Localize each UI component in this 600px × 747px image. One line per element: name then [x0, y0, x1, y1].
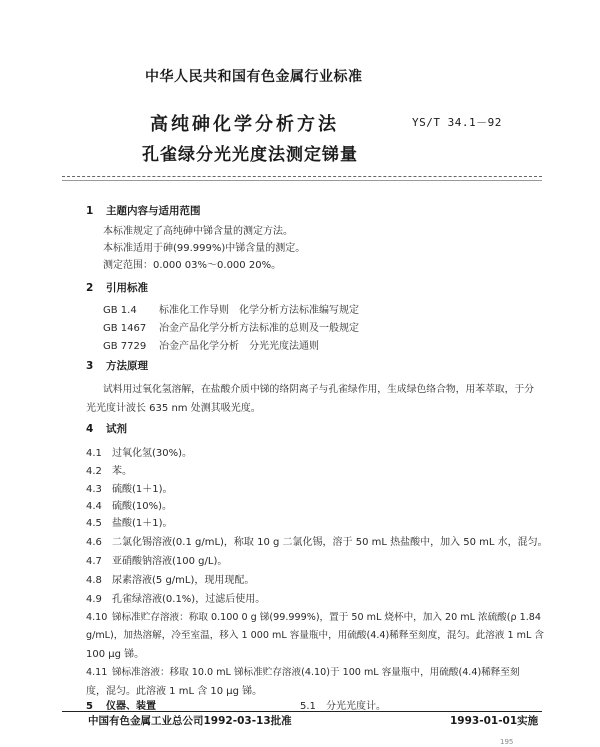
issuing-agency: 中华人民共和国有色金属行业标准 — [145, 69, 363, 85]
item-text: 孔雀绿溶液(0.1%)，过滤后使用。 — [112, 594, 266, 605]
section-number: 5 — [86, 701, 93, 712]
item-number: 4.2 — [86, 466, 102, 477]
item-number: 4.9 — [86, 594, 102, 605]
item-text: 硫酸(10%)。 — [112, 501, 173, 512]
section-heading — [86, 697, 156, 712]
reagent-item-continuation: 度，混匀。此溶液 1 mL 含 10 μg 锑。 — [86, 686, 263, 697]
reference-item — [103, 337, 319, 352]
section-number: 2 — [86, 282, 94, 294]
item-text: 亚硝酸钠溶液(100 g/L)。 — [112, 556, 228, 567]
item-number: 4.3 — [86, 484, 102, 495]
section-title: 主题内容与适用范围 — [106, 205, 201, 217]
paragraph-line: 本标准适用于砷(99.999%)中锑含量的测定。 — [103, 243, 306, 254]
item-text: 过氧化氢(30%)。 — [112, 448, 193, 459]
reagent-item — [86, 609, 541, 623]
item-text: 分光光度计。 — [326, 701, 386, 712]
item-number: 4.8 — [86, 575, 102, 586]
implementation-date: 1993-01-01实施 — [450, 715, 539, 727]
footer-divider — [62, 711, 542, 712]
item-number: 4.10 — [86, 612, 108, 623]
item-number: 4.4 — [86, 501, 102, 512]
reference-item — [103, 301, 359, 316]
reagent-item — [86, 552, 227, 567]
paragraph-line: 测定范围：0.000 03%～0.000 20%。 — [103, 260, 282, 271]
section-title: 仪器、装置 — [106, 701, 156, 712]
item-number: 4.1 — [86, 448, 102, 459]
section-title: 方法原理 — [106, 360, 148, 372]
standard-code: YS/T 34.1－92 — [412, 116, 502, 129]
paragraph-line: 试料用过氧化氢溶解，在盐酸介质中锑的络阴离子与孔雀绿作用，生成绿色络合物，用苯萃取，于分 — [103, 384, 535, 395]
reagent-item-continuation: g/mL)，加热溶解，冷至室温，移入 1 000 mL 容量瓶中，用硫酸(4.4)稀释至刻度，混匀。此溶液 1 mL 含 — [86, 630, 544, 641]
instrument-item — [300, 697, 386, 712]
reagent-item — [86, 444, 192, 459]
section-number: 3 — [86, 360, 94, 372]
item-number: 4.5 — [86, 518, 102, 529]
reference-title: 标准化工作导则 化学分析方法标准编写规定 — [159, 305, 359, 316]
reference-code: GB 1.4 — [103, 305, 137, 316]
reference-title: 冶金产品化学分析 分光光度法通则 — [159, 341, 319, 352]
item-text: 锑标准溶液：移取 10.0 mL 锑标准贮存溶液(4.10)于 100 mL 容量瓶中，用硫酸(4.4)稀释至刻 — [112, 667, 520, 678]
section-number: 4 — [86, 423, 94, 435]
section-heading — [86, 203, 201, 218]
section-title: 试剂 — [106, 423, 127, 435]
reference-code: GB 1467 — [103, 323, 147, 334]
reagent-item — [86, 480, 173, 495]
reference-title: 冶金产品化学分析方法标准的总则及一般规定 — [159, 323, 359, 334]
item-number: 5.1 — [300, 701, 316, 712]
item-text: 尿素溶液(5 g/mL)，现用现配。 — [112, 575, 255, 586]
reagent-item-continuation: 100 μg 锑。 — [86, 649, 145, 660]
document-subtitle: 孔雀绿分光光度法测定锑量 — [142, 145, 358, 165]
item-number: 4.6 — [86, 537, 102, 548]
reagent-item — [86, 514, 173, 529]
section-number: 1 — [86, 205, 94, 217]
section-heading — [86, 421, 127, 436]
item-number: 4.7 — [86, 556, 102, 567]
document-title: 高纯砷化学分析方法 — [150, 114, 339, 135]
section-heading — [86, 280, 148, 295]
item-text: 锑标准贮存溶液：称取 0.100 0 g 锑(99.999%)，置于 50 mL 烧杯中，加入 20 mL 浓硫酸(ρ 1.84 — [112, 612, 542, 623]
reference-code: GB 7729 — [103, 341, 147, 352]
reference-item — [103, 319, 359, 334]
item-text: 苯。 — [112, 466, 132, 477]
approval-note: 中国有色金属工业总公司1992-03-13批准 — [88, 715, 292, 727]
item-text: 盐酸(1＋1)。 — [112, 518, 173, 529]
item-text: 硫酸(1＋1)。 — [112, 484, 173, 495]
section-title: 引用标准 — [106, 282, 148, 294]
header-divider — [62, 180, 542, 181]
page-number: 195 — [500, 738, 514, 746]
reagent-item — [86, 571, 254, 586]
reagent-item — [86, 590, 265, 605]
reagent-item — [86, 533, 548, 548]
item-text: 二氯化锡溶液(0.1 g/mL)，称取 10 g 二氯化锡，溶于 50 mL 热盐酸中，加入 50 mL 水，混匀。 — [112, 537, 548, 548]
header-divider-dashed — [62, 176, 542, 177]
reagent-item — [86, 462, 132, 477]
reagent-item — [86, 497, 172, 512]
paragraph-line: 本标准规定了高纯砷中锑含量的测定方法。 — [103, 226, 293, 237]
section-heading — [86, 358, 148, 373]
item-number: 4.11 — [86, 667, 108, 678]
paragraph-line: 光光度计波长 635 nm 处测其吸光度。 — [86, 403, 261, 414]
reagent-item — [86, 664, 520, 678]
